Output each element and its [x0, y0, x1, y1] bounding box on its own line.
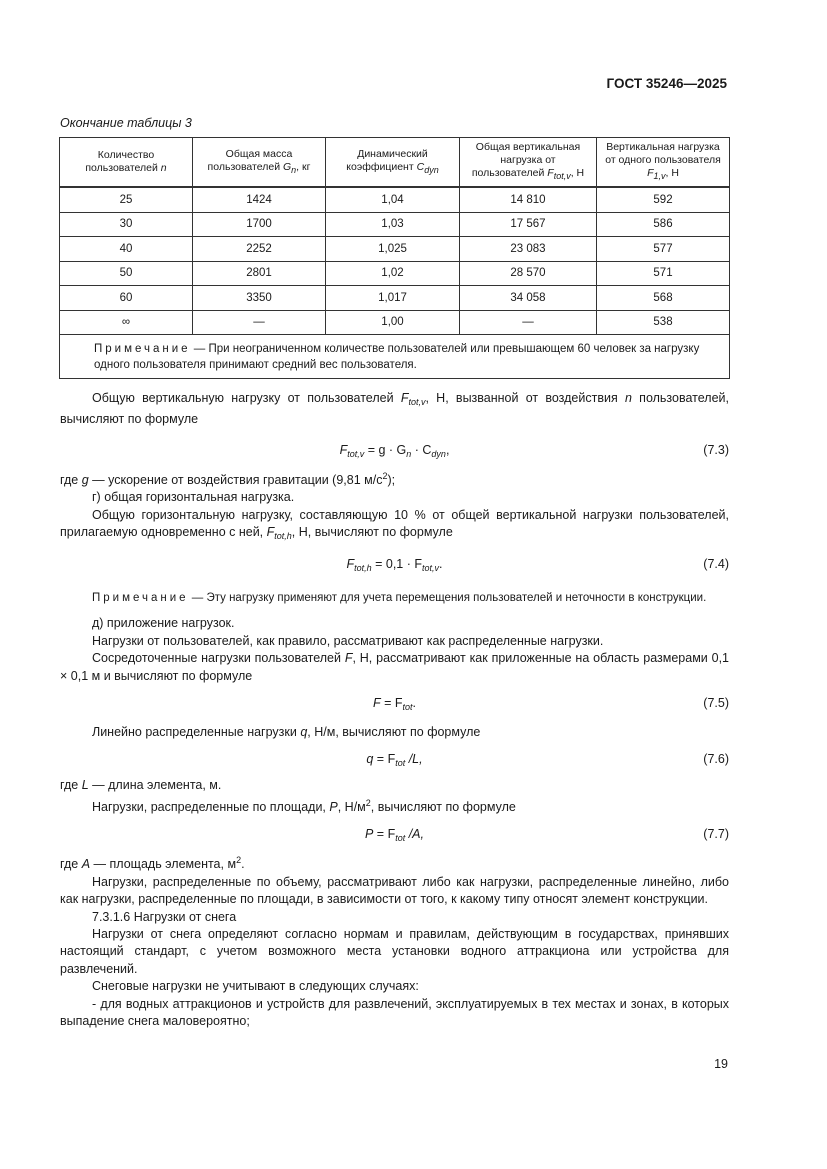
header-dynamic-coef: Динамический коэффициент $C_{dyn}$: [326, 138, 460, 188]
table-cell: 3350: [193, 286, 326, 311]
header-total-vertical-load: Общая вертикальная нагрузка от пользователей $F_{tot,v}$, Н: [460, 138, 597, 188]
header-single-vertical-load: Вертикальная нагрузка от одного пользователя $F_{1,v}$, Н: [597, 138, 730, 188]
table-cell: 577: [597, 237, 730, 262]
table-cell: 538: [597, 310, 730, 335]
note: Примечание — Эту нагрузку применяют для учета перемещения пользователей и неточности в конструкции.: [92, 592, 707, 605]
formula-7-4: $F_{tot,h} = 0,1 \cdot F_{tot,v}$. (7.4): [346, 557, 729, 574]
formula-7-6: $q = F_{tot}$ /L, (7.6): [366, 752, 729, 769]
table-cell: ∞: [60, 310, 193, 335]
table-cell: 60: [60, 286, 193, 311]
formula-number: (7.4): [703, 557, 729, 572]
paragraph: Линейно распределенные нагрузки q, Н/м, вычисляют по формуле: [92, 725, 481, 740]
formula-7-5: $F = F_{tot}$. (7.5): [372, 696, 729, 713]
table-cell: 40: [60, 237, 193, 262]
table-cell: 1,00: [326, 310, 460, 335]
table-header-row: [60, 138, 730, 188]
table-cell: 34 058: [460, 286, 597, 311]
table-cell: 592: [597, 187, 730, 212]
paragraph: Нагрузки от снега определяют согласно нормам и правилам, действующим в государствах, принявших настоящий стандарт, с учетом возможного места установки водного аттракциона или устройства для развлечений.: [60, 926, 729, 976]
table-cell: 571: [597, 261, 730, 286]
formula-number: (7.6): [703, 752, 729, 767]
table-cell: 17 567: [460, 212, 597, 237]
header-users-count: Количество пользователей n: [60, 138, 193, 188]
paragraph: Нагрузки, распределенные по объему, рассматривают либо как нагрузки, распределенные линейно, либо как нагрузки, распределенные по площади, в зависимости от того, к какому типу относят элемент конструкции.: [60, 874, 729, 907]
body-text: [60, 390, 729, 1030]
table-cell: 1,04: [326, 187, 460, 212]
paragraph: Общую вертикальную нагрузку от пользователей $F_{tot,v}$, Н, вызванной от воздействия n пользователей, вычисляют по формуле: [60, 391, 729, 427]
table-cell: 23 083: [460, 237, 597, 262]
table-cell: 1,02: [326, 261, 460, 286]
formula-number: (7.7): [703, 827, 729, 842]
document-id: ГОСТ 35246—2025: [606, 76, 727, 91]
table-cell: —: [460, 310, 597, 335]
section-heading: 7.3.1.6 Нагрузки от снега: [92, 909, 237, 924]
paragraph: где L — длина элемента, м.: [60, 778, 222, 793]
table-cell: 50: [60, 261, 193, 286]
formula-number: (7.3): [703, 442, 729, 457]
table-note-row: [60, 335, 730, 379]
table-cell: 2252: [193, 237, 326, 262]
table-cell: 586: [597, 212, 730, 237]
table-cell: 1700: [193, 212, 326, 237]
formula-7-3: $F_{tot,v} = g \cdot G_n \cdot C_{dyn}$, (7.3): [339, 442, 729, 459]
table-cell: 25: [60, 187, 193, 212]
table-cell: 1424: [193, 187, 326, 212]
formula-7-7: $P = F_{tot}$ /A, (7.7): [364, 827, 729, 844]
table-row: [60, 261, 730, 286]
paragraph: Общую горизонтальную нагрузку, составляющую 10 % от общей вертикальной нагрузки пользователей, прилагаемую одновременно с ней, $F_{tot,h}$, Н, вычисляют по формуле: [60, 507, 729, 542]
table-3: [59, 137, 730, 379]
table-cell: 30: [60, 212, 193, 237]
table-note: Примечание — При неограниченном количестве пользователей или превышающем 60 человек за нагрузку одного пользователя принимают средний вес пользователя.: [60, 335, 730, 379]
table-caption: Окончание таблицы 3: [60, 116, 192, 130]
list-item: д) приложение нагрузок.: [92, 616, 235, 631]
table-cell: 1,03: [326, 212, 460, 237]
table-row: [60, 212, 730, 237]
table-cell: 2801: [193, 261, 326, 286]
list-item: - для водных аттракционов и устройств для развлечений, эксплуатируемых в тех местах и зонах, в которых выпадение снега маловероятно;: [60, 996, 729, 1028]
table-cell: —: [193, 310, 326, 335]
table-row: [60, 237, 730, 262]
paragraph: где A — площадь элемента, $м^2$.: [60, 855, 245, 872]
table-cell: 14 810: [460, 187, 597, 212]
table-cell: 28 570: [460, 261, 597, 286]
table-cell: 1,017: [326, 286, 460, 311]
list-item: г) общая горизонтальная нагрузка.: [92, 490, 295, 505]
paragraph: Сосредоточенные нагрузки пользователей F, Н, рассматривают как приложенные на область размерами 0,1 × 0,1 м и вычисляют по формуле: [60, 651, 729, 683]
page-number: 19: [714, 1057, 728, 1071]
table-row: [60, 187, 730, 212]
table-row: [60, 310, 730, 335]
paragraph: Нагрузки от пользователей, как правило, рассматривают как распределенные нагрузки.: [92, 633, 604, 648]
paragraph: Снеговые нагрузки не учитывают в следующих случаях:: [92, 979, 419, 994]
table-row: [60, 286, 730, 311]
paragraph: Нагрузки, распределенные по площади, P, $Н/м^2$, вычисляют по формуле: [92, 797, 516, 814]
formula-number: (7.5): [703, 696, 729, 711]
table-cell: 568: [597, 286, 730, 311]
paragraph: где g — ускорение от воздействия гравитации (9,81 $м/с^2$);: [60, 470, 396, 487]
header-total-mass: Общая масса пользователей $G_n$, кг: [193, 138, 326, 188]
table-cell: 1,025: [326, 237, 460, 262]
